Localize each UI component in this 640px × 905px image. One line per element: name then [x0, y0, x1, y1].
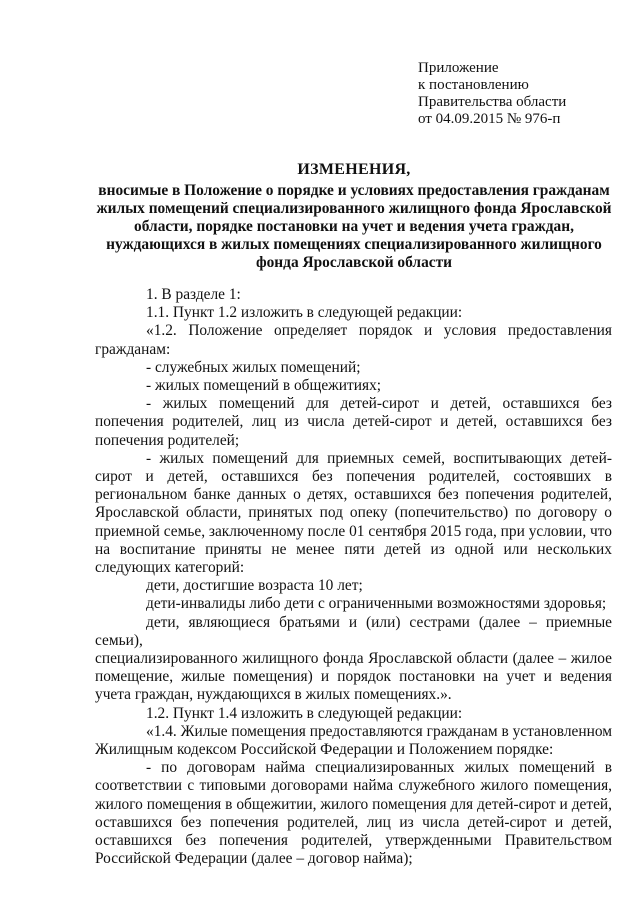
section-heading-paragraph: 1. В разделе 1:	[146, 286, 241, 303]
list-item: - жилых помещений для детей-сирот и детей, оставшихся без попечения родителей, лиц из числа детей-сирот и детей, оставшихся без попечения родителей;	[95, 395, 612, 449]
appendix-line: Правительства области	[418, 94, 567, 110]
title-heading: ИЗМЕНЕНИЯ,	[297, 161, 411, 178]
appendix-line: Приложение	[418, 60, 499, 76]
list-item: - жилых помещений для приемных семей, воспитывающих детей-сирот и детей, оставшихся без попечения родителей, состоявших в региональном банке данных о детях, оставшихся без попечения родителей, Ярославской области, принятых под опеку (попечительство) по договору о приемной семье, заключенному после 01 сентября 2015 года, при условии, что на воспитание приняты не менее пяти детей из одной или нескольких следующих категорий:	[95, 449, 612, 577]
document-body	[95, 286, 612, 869]
item-1-2-paragraph: 1.2. Пункт 1.4 изложить в следующей редакции:	[146, 704, 463, 722]
list-item: - жилых помещений в общежитиях;	[146, 377, 382, 395]
continuation-paragraph: специализированного жилищного фонда Ярославской области (далее – жилое помещение, жилые помещения) и порядок постановки на учет и ведения учета граждан, нуждающихся в жилых помещениях.».	[95, 650, 612, 704]
category-item: дети, достигшие возраста 10 лет;	[146, 577, 363, 595]
appendix-line: к постановлению	[418, 77, 529, 93]
document-title	[95, 161, 613, 272]
appendix-note	[418, 60, 618, 128]
appendix-line: от 04.09.2015 № 976-п	[418, 111, 561, 127]
list-item: - служебных жилых помещений;	[146, 358, 361, 376]
item-1-1-paragraph: 1.1. Пункт 1.2 изложить в следующей редакции:	[146, 304, 463, 322]
quoted-paragraph-1-4: «1.4. Жилые помещения предоставляются гражданам в установленном Жилищным кодексом Российской Федерации и Положением порядке:	[95, 722, 612, 759]
category-item: дети-инвалиды либо дети с ограниченными возможностями здоровья;	[146, 595, 607, 613]
quoted-paragraph-1-2: «1.2. Положение определяет порядок и условия предоставления гражданам:	[95, 322, 612, 358]
title-subheading: вносимые в Положение о порядке и условиях предоставления гражданам жилых помещений специализированного жилищного фонда Ярославской области, порядке постановки на учет и ведения учета граждан, нуждающихся в жилых помещениях специализированного жилищного фонда Ярославской области	[96, 182, 612, 271]
list-item: - по договорам найма специализированных жилых помещений в соответствии с типовыми договорами найма служебного жилого помещения, жилого помещения в общежитии, жилого помещения для детей-сирот и детей, оставшихся без попечения родителей, лиц из числа детей-сирот и детей, оставшихся без попечения родителей, утвержденными Правительством Российской Федерации (далее – договор найма);	[95, 759, 612, 868]
category-item: дети, являющиеся братьями и (или) сестрами (далее – приемные семьи),	[95, 613, 612, 649]
